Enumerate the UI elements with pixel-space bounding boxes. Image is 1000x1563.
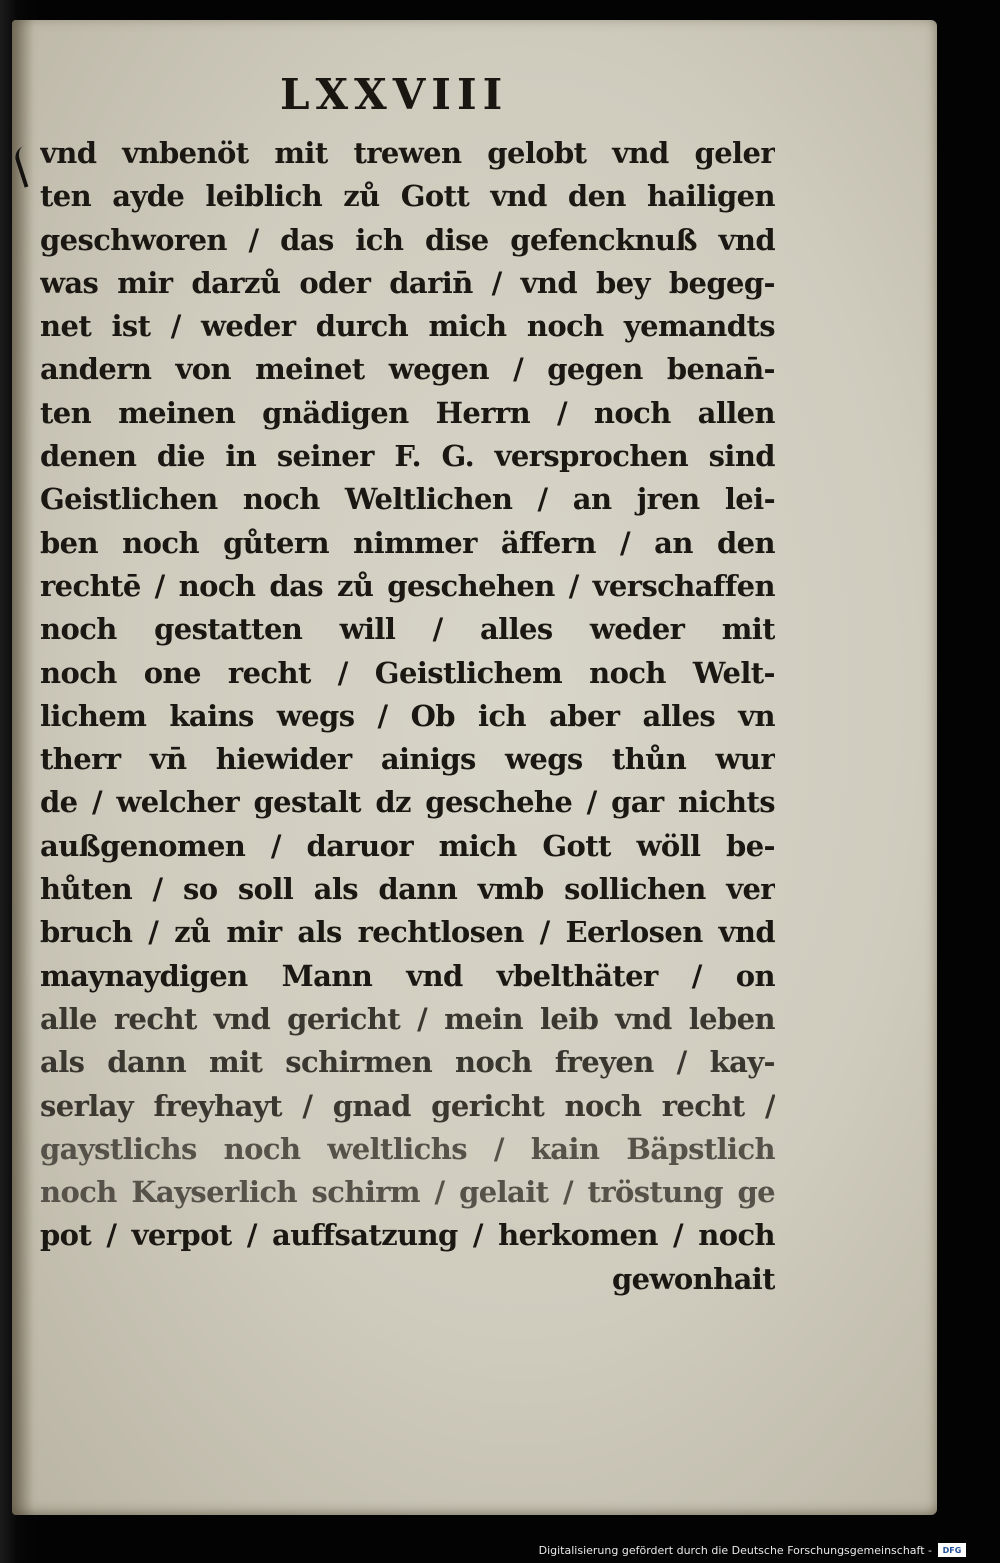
dfg-logo-icon (938, 1543, 966, 1557)
digitization-credit (539, 1543, 966, 1557)
text-line: net ist / weder durch mich noch yemandts (40, 309, 775, 344)
text-line: gaystlichs noch weltlichs / kain Bäpstlich (40, 1131, 775, 1166)
text-line: ten meinen gnädigen Herrn / noch allen (40, 395, 775, 430)
book-page (12, 20, 937, 1515)
text-line: ten ayde leiblich zů Gott vnd den hailigen (40, 179, 775, 214)
text-line: serlay freyhayt / gnad gericht noch recht / (40, 1088, 775, 1123)
text-line: denen die in seiner F. G. versprochen sind (40, 439, 775, 474)
text-line: alle recht vnd gericht / mein leib vnd leben (40, 1001, 775, 1036)
text-line: vnd vnbenöt mit trewen gelobt vnd geler (40, 136, 775, 170)
page-gutter-shadow (12, 20, 34, 1515)
text-line: pot / verpot / auffsatzung / herkomen / noch (40, 1218, 775, 1253)
text-line: noch gestatten will / alles weder mit (40, 612, 775, 647)
dfg-logo-text: DFG (942, 1545, 962, 1555)
text-line: als dann mit schirmen noch freyen / kay- (40, 1045, 775, 1080)
text-line: andern von meinet wegen / gegen benan̄- (40, 352, 775, 387)
text-line: was mir darzů oder darin̄ / vnd bey begeg- (40, 265, 775, 300)
text-line: außgenomen / daruor mich Gott wöll be- (40, 828, 775, 863)
text-line: therr vn̄ hiewider ainigs wegs thůn wur (40, 742, 775, 777)
text-line: geschworen / das ich dise gefencknuß vnd (40, 222, 775, 257)
text-line: lichem kains wegs / Ob ich aber alles vn (40, 698, 775, 733)
text-line: rechtē / noch das zů geschehen / verschaffen (40, 568, 775, 603)
text-line: de / welcher gestalt dz geschehe / gar nichts (40, 785, 775, 820)
text-line: hůten / so soll als dann vmb sollichen ver (40, 872, 775, 907)
folio-number: LXXVIII (280, 70, 509, 119)
credit-text: Digitalisierung gefördert durch die Deutsche Forschungsgemeinschaft - (538, 1543, 932, 1557)
text-line: bruch / zů mir als rechtlosen / Eerlosen vnd (40, 915, 775, 950)
text-line: ben noch gůtern nimmer äffern / an den (40, 525, 775, 560)
text-line: noch one recht / Geistlichem noch Welt- (40, 655, 775, 690)
text-line: noch Kayserlich schirm / gelait / tröstung ge (40, 1175, 775, 1210)
text-line: maynaydigen Mann vnd vbelthäter / on (40, 958, 775, 993)
catchword: gewonhait (611, 1261, 775, 1296)
page-text-block (40, 132, 775, 1301)
text-line: Geistlichen noch Weltlichen / an jren lei- (40, 482, 775, 517)
